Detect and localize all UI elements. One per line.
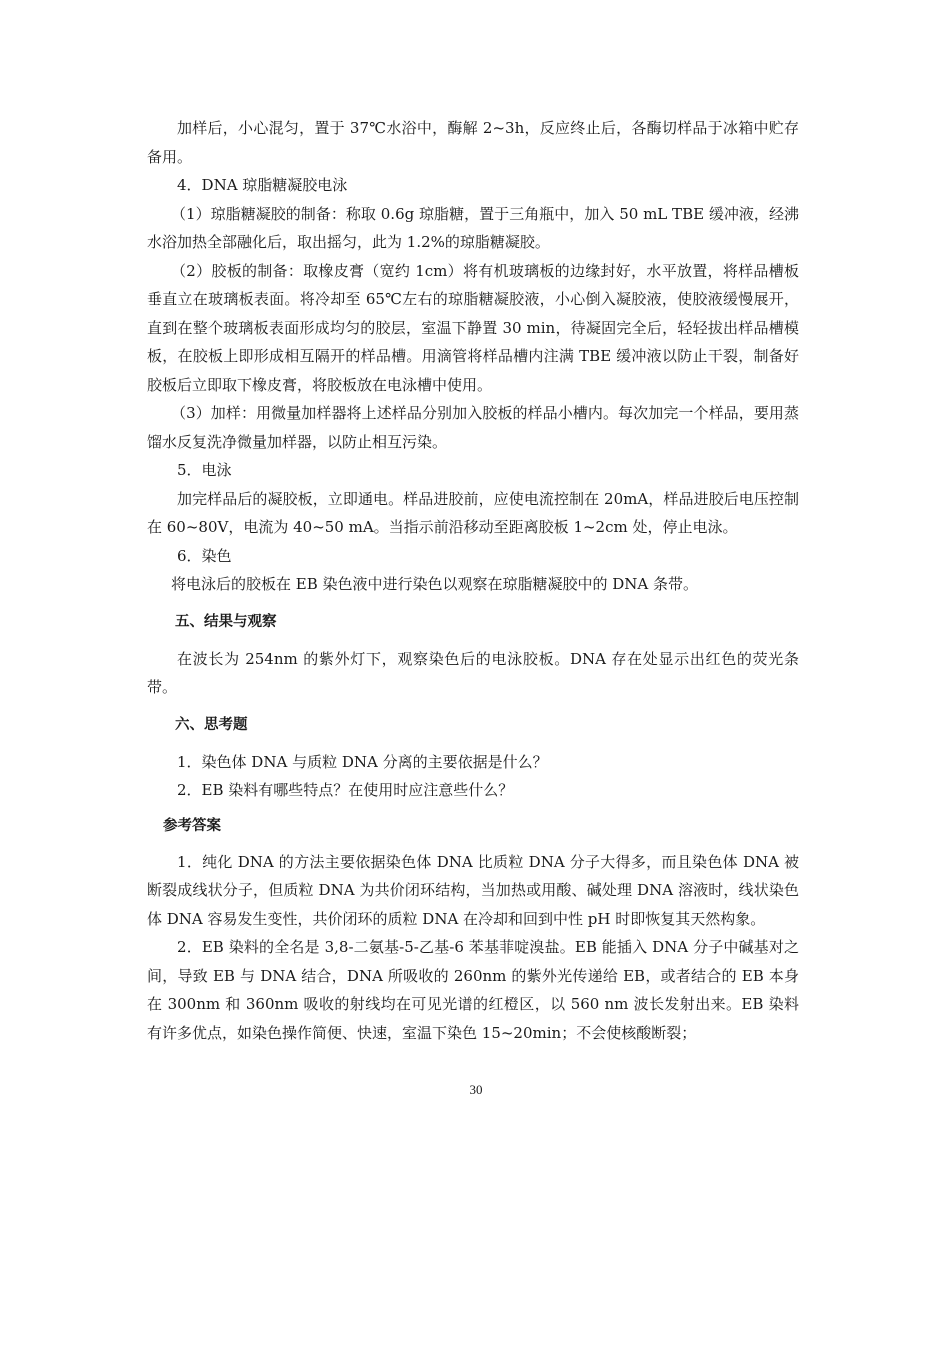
subheading-running: 5．电泳 xyxy=(177,461,232,479)
page-number: 30 xyxy=(469,1082,483,1097)
section-title-questions: 六、思考题 xyxy=(175,716,248,733)
paragraph-gel-preparation: （1）琼脂糖凝胶的制备：称取 0.6g 琼脂糖，置于三角瓶中，加入 50 mL TBE 缓冲液，经沸水浴加热全部融化后，取出摇匀，此为 1.2%的琼脂糖凝胶。 xyxy=(147,204,799,251)
section-title-results: 五、结果与观察 xyxy=(175,613,277,630)
question-1: 1．染色体 DNA 与质粒 DNA 分离的主要依据是什么？ xyxy=(177,752,548,771)
answer-2: 2．EB 染料的全名是 3,8-二氨基-5-乙基-6 苯基菲啶溴盐。EB 能插入 DNA 分子中碱基对之间，导致 EB 与 DNA 结合，DNA 所吸收的 260nm 的紫外光传递给 EB，或者结合的 EB 本身在 300nm 和 360nm 吸收的射线均在可见光谱的红橙区，以 560 nm 波长发射出来。EB 染料有许多优点，如染色操作简便、快速，室温下染色 15~20min；不会使核酸断裂； xyxy=(147,938,799,1042)
paragraph-sample-loading: （3）加样：用微量加样器将上述样品分别加入胶板的样品小槽内。每次加完一个样品，要用蒸馏水反复洗净微量加样器，以防止相互污染。 xyxy=(147,404,799,451)
paragraph-enzyme-digest: 加样后，小心混匀，置于 37℃水浴中，酶解 2~3h，反应终止后，各酶切样品于冰箱中贮存备用。 xyxy=(147,119,799,166)
paragraph-results: 在波长为 254nm 的紫外灯下，观察染色后的电泳胶板。DNA 存在处显示出红色的荧光条带。 xyxy=(147,649,799,696)
paragraph-staining: 将电泳后的胶板在 EB 染色液中进行染色以观察在琼脂糖凝胶中的 DNA 条带。 xyxy=(171,575,699,593)
subheading-staining: 6．染色 xyxy=(177,546,232,565)
paragraph-running: 加完样品后的凝胶板，立即通电。样品进胶前，应使电流控制在 20mA，样品进胶后电压控制在 60~80V，电流为 40~50 mA。当指示前沿移动至距离胶板 1~2cm 处，停止电泳。 xyxy=(147,489,799,536)
answer-1: 1．纯化 DNA 的方法主要依据染色体 DNA 比质粒 DNA 分子大得多，而且染色体 DNA 被断裂成线状分子，但质粒 DNA 为共价闭环结构，当加热或用酸、碱处理 DNA 溶液时，线状染色体 DNA 容易发生变性，共价闭环的质粒 DNA 在冷却和回到中性 pH 时即恢复其天然构象。 xyxy=(147,852,799,928)
question-2: 2．EB 染料有哪些特点？在使用时应注意些什么？ xyxy=(177,781,514,799)
subheading-electrophoresis: 4．DNA 琼脂糖凝胶电泳 xyxy=(177,176,348,194)
document-page xyxy=(147,114,799,1047)
paragraph-plate-preparation: （2）胶板的制备：取橡皮膏（宽约 1cm）将有机玻璃板的边缘封好，水平放置，将样品槽板垂直立在玻璃板表面。将冷却至 65℃左右的琼脂糖凝胶液，小心倒入凝胶液，使胶液缓慢展开，直到在整个玻璃板表面形成均匀的胶层，室温下静置 30 min，待凝固完全后，轻轻拔出样品槽模板，在胶板上即形成相互隔开的样品槽。用滴管将样品槽内注满 TBE 缓冲液以防止干裂，制备好胶板后立即取下橡皮膏，将胶板放在电泳槽中使用。 xyxy=(147,261,799,394)
section-title-answers: 参考答案 xyxy=(163,817,221,834)
